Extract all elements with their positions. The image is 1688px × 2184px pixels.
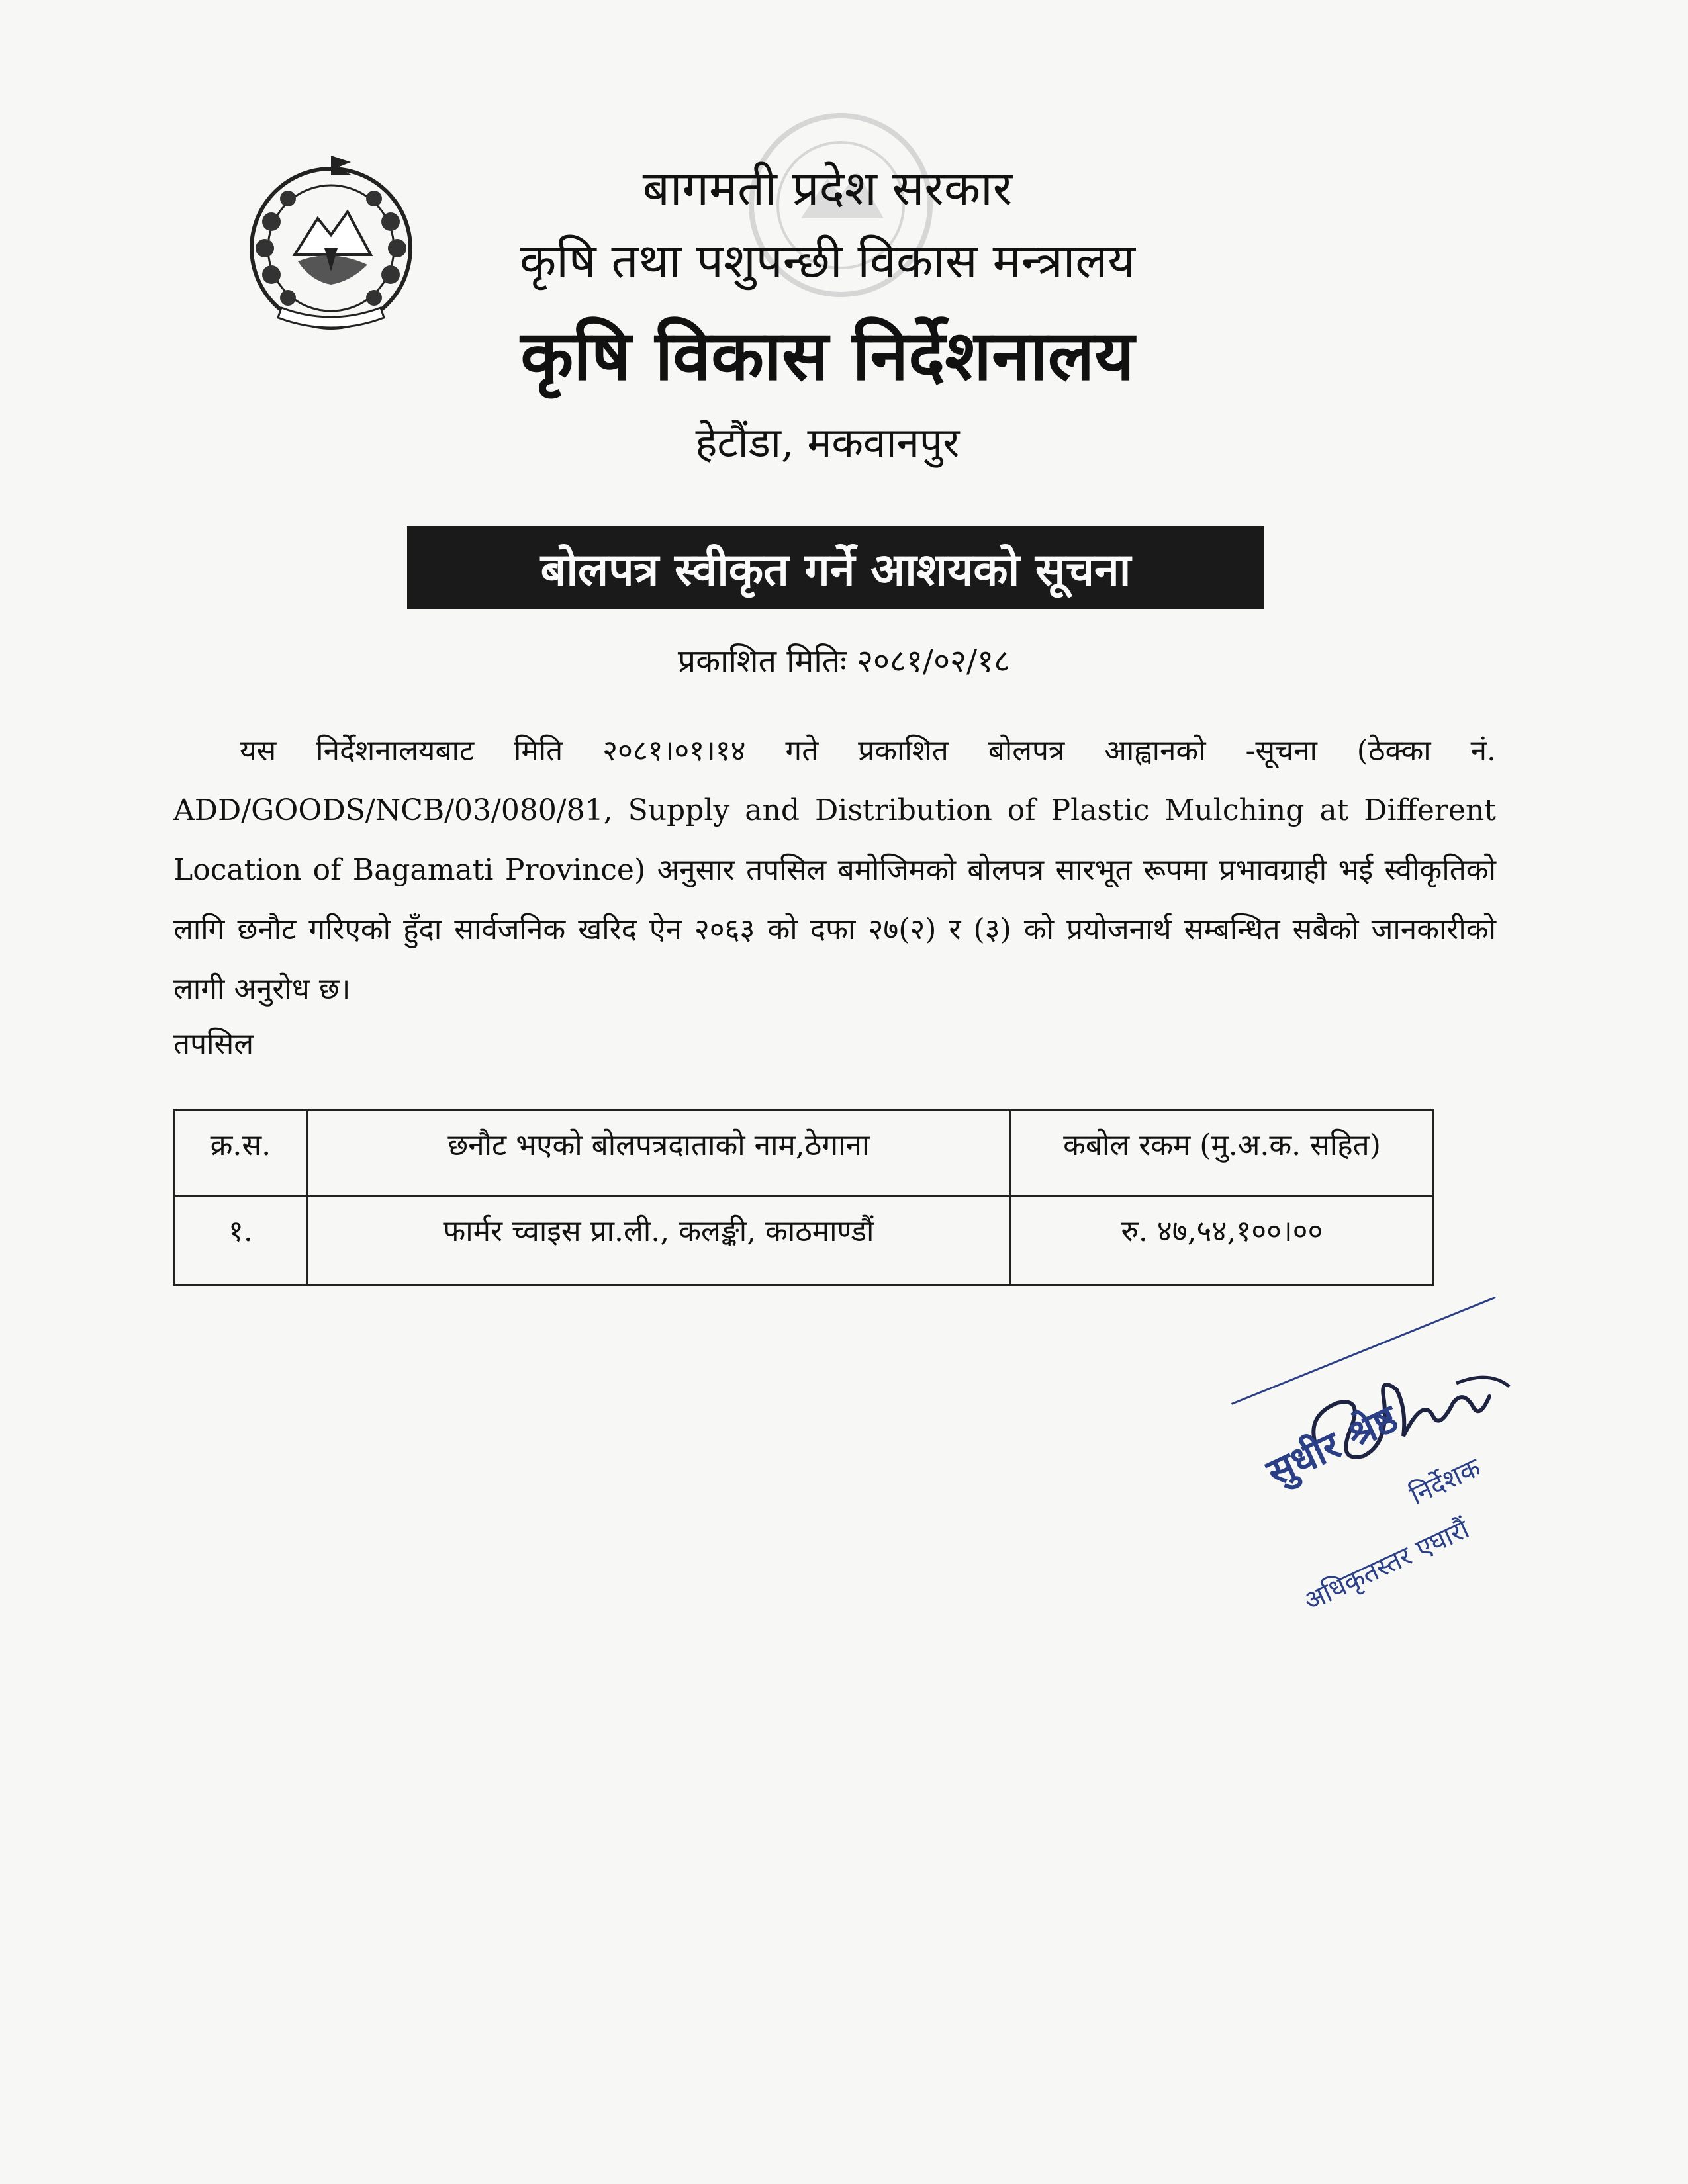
- schedule-label: तपसिल: [173, 1027, 254, 1061]
- selected-bidder-table: [173, 1109, 1434, 1286]
- ministry-name: कृषि तथा पशुपन्छी विकास मन्त्रालय: [520, 233, 1135, 289]
- signatory-name: सुधीर श्रेष्ठ: [1260, 1395, 1405, 1495]
- cell-serial: १.: [175, 1196, 307, 1285]
- header-serial: क्र.स.: [175, 1110, 307, 1196]
- directorate-name: कृषि विकास निर्देशनालय: [520, 314, 1135, 396]
- signatory-rank: अधिकृतस्तर एघारौं: [1299, 1514, 1474, 1617]
- government-name: बागमती प्रदेश सरकार: [642, 160, 1013, 216]
- header-amount: कबोल रकम (मु.अ.क. सहित): [1010, 1110, 1433, 1196]
- published-date: प्रकाशित मितिः २०८१/०२/१८: [677, 643, 1011, 680]
- cell-amount: रु. ४७,५४,१००।००: [1010, 1196, 1433, 1285]
- table-header-row: [175, 1110, 1434, 1196]
- signatory-title: निर्देशक: [1405, 1452, 1485, 1512]
- office-address: हेटौंडा, मकवानपुर: [695, 418, 960, 467]
- header-bidder: छनौट भएको बोलपत्रदाताको नाम,ठेगाना: [306, 1110, 1010, 1196]
- table-row: [175, 1196, 1434, 1285]
- cell-bidder: फार्मर च्वाइस प्रा.ली., कलङ्की, काठमाण्डौं: [306, 1196, 1010, 1285]
- notice-paragraph: यस निर्देशनालयबाट मिति २०८१।०१।१४ गते प्रकाशित बोलपत्र आह्वानको -सूचना (ठेक्का नं. ADD/GOODS/NCB/03/080/81, Supply and Distribution of Plastic Mulching at Different Location of Bagamati Province) अनुसार तपसिल बमोजिमको बोलपत्र सारभूत रूपमा प्रभावग्राही भई स्वीकृतिको लागि छनौट गरिएको हुँदा सार्वजनिक खरिद ऐन २०६३ को दफा २७(२) र (३) को प्रयोजनार्थ सम्बन्धित सबैको जानकारीको लागी अनुरोध छ।: [173, 734, 1496, 1006]
- notice-body: [173, 721, 1496, 1019]
- notice-title: बोलपत्र स्वीकृत गर्ने आशयको सूचना: [407, 526, 1264, 609]
